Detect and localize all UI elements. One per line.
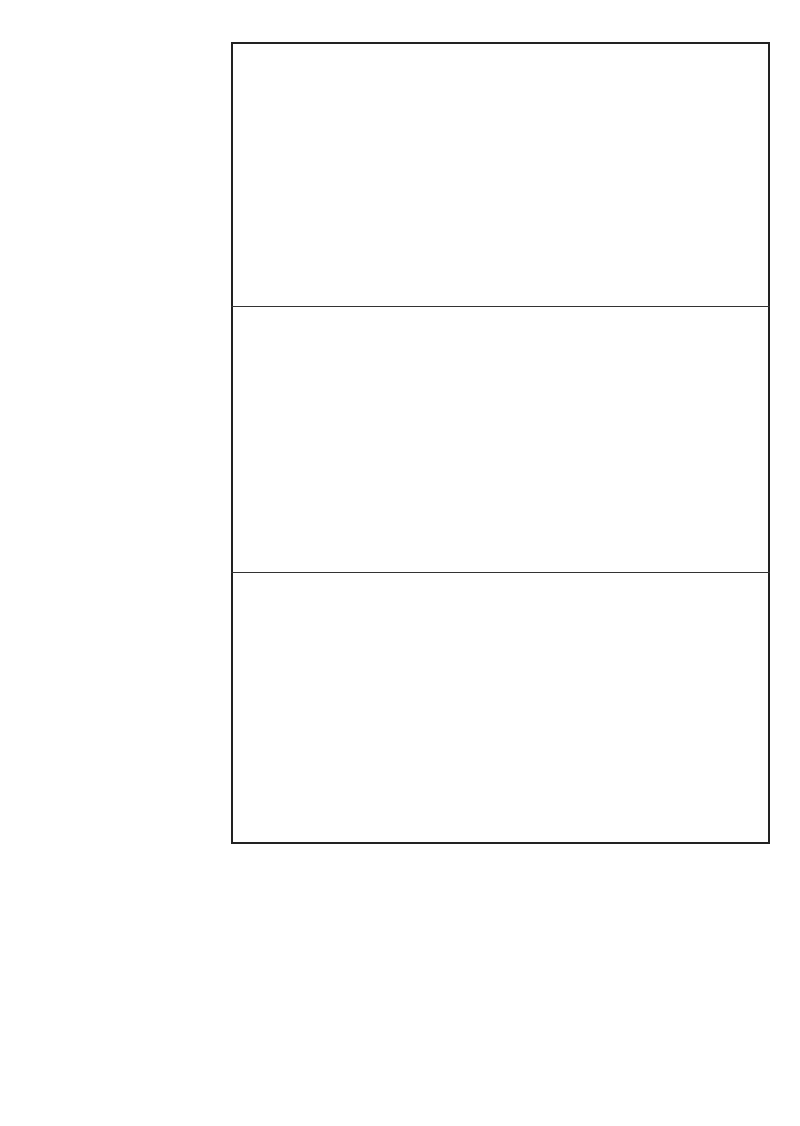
- section-divider-top: [231, 306, 770, 307]
- page-frame: [231, 42, 770, 844]
- section-divider-bottom: [231, 572, 770, 573]
